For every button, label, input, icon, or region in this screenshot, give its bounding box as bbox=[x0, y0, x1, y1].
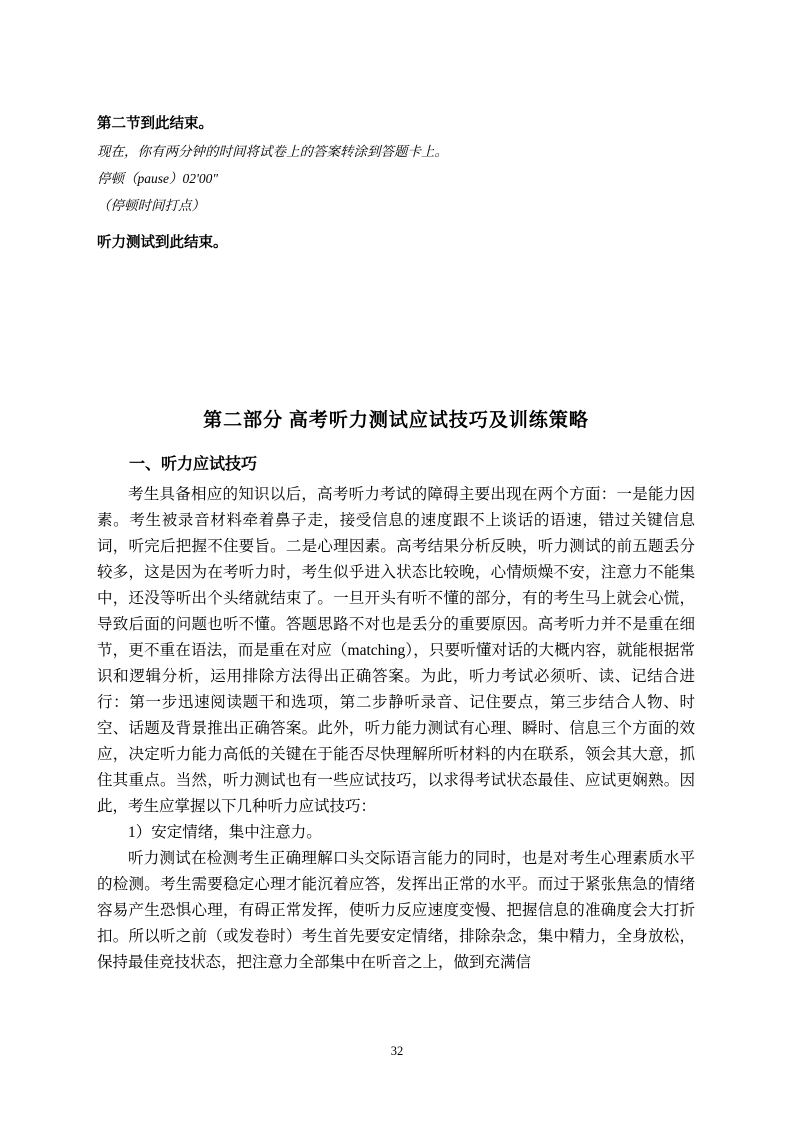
subsection-heading: 一、听力应试技巧 bbox=[129, 456, 258, 473]
listening-script-block bbox=[97, 110, 695, 257]
tip-item-1: 1）安定情绪，集中注意力。 bbox=[128, 824, 322, 841]
script-end-of-test-line: 听力测试到此结束。 bbox=[97, 235, 228, 251]
section-title: 第二部分 高考听力测试应试技巧及训练策略 bbox=[203, 410, 589, 431]
script-pause-note-line: （停顿时间打点） bbox=[97, 198, 205, 213]
page-content bbox=[97, 110, 695, 976]
script-pause-line: 停顿（pause）02'00" bbox=[97, 171, 219, 186]
page-number: 32 bbox=[390, 1044, 404, 1058]
body-paragraph-1: 考生具备相应的知识以后，高考听力考试的障碍主要出现在两个方面：一是能力因素。考生被录音材料牵着鼻子走，接受信息的速度跟不上谈话的语速，错过关键信息词，听完后把握不住要旨。二是心理因素。高考结果分析反映，听力测试的前五题丢分较多，这是因为在考听力时，考生似乎进入状态比较晚，心情烦燥不安，注意力不能集中，还没等听出个头绪就结束了。一旦开头有听不懂的部分，有的考生马上就会心慌，导致后面的问题也听不懂。答题思路不对也是丢分的重要原因。高考听力并不是重在细节，更不重在语法，而是重在对应（matching），只要听懂对话的大概内容，就能根据常识和逻辑分析，运用排除方法得出正确答案。为此，听力考试必须听、读、记结合进行：第一步迅速阅读题干和选项，第二步静听录音、记住要点，第三步结合人物、时空、话题及背景推出正确答案。此外，听力能力测试有心理、瞬时、信息三个方面的效应，决定听力能力高低的关键在于能否尽快理解所听材料的内在联系，领会其大意，抓住其重点。当然，听力测试也有一些应试技巧，以求得考试状态最佳、应试更娴熟。因此，考生应掌握以下几种听力应试技巧： bbox=[97, 486, 695, 815]
script-end-of-section-line: 第二节到此结束。 bbox=[97, 116, 213, 132]
body-paragraph-2: 听力测试在检测考生正确理解口头交际语言能力的同时，也是对考生心理素质水平的检测。考生需要稳定心理才能沉着应答，发挥出正常的水平。而过于紧张焦急的情绪容易产生恐惧心理，有碍正常发挥，使听力反应速度变慢、把握信息的准确度会大打折扣。所以听之前（或发卷时）考生首先要安定情绪，排除杂念，集中精力，全身放松，保持最佳竞技状态，把注意力全部集中在听音之上，做到充满信 bbox=[97, 850, 695, 971]
script-transfer-instruction-line: 现在，你有两分钟的时间将试卷上的答案转涂到答题卡上。 bbox=[97, 144, 448, 159]
